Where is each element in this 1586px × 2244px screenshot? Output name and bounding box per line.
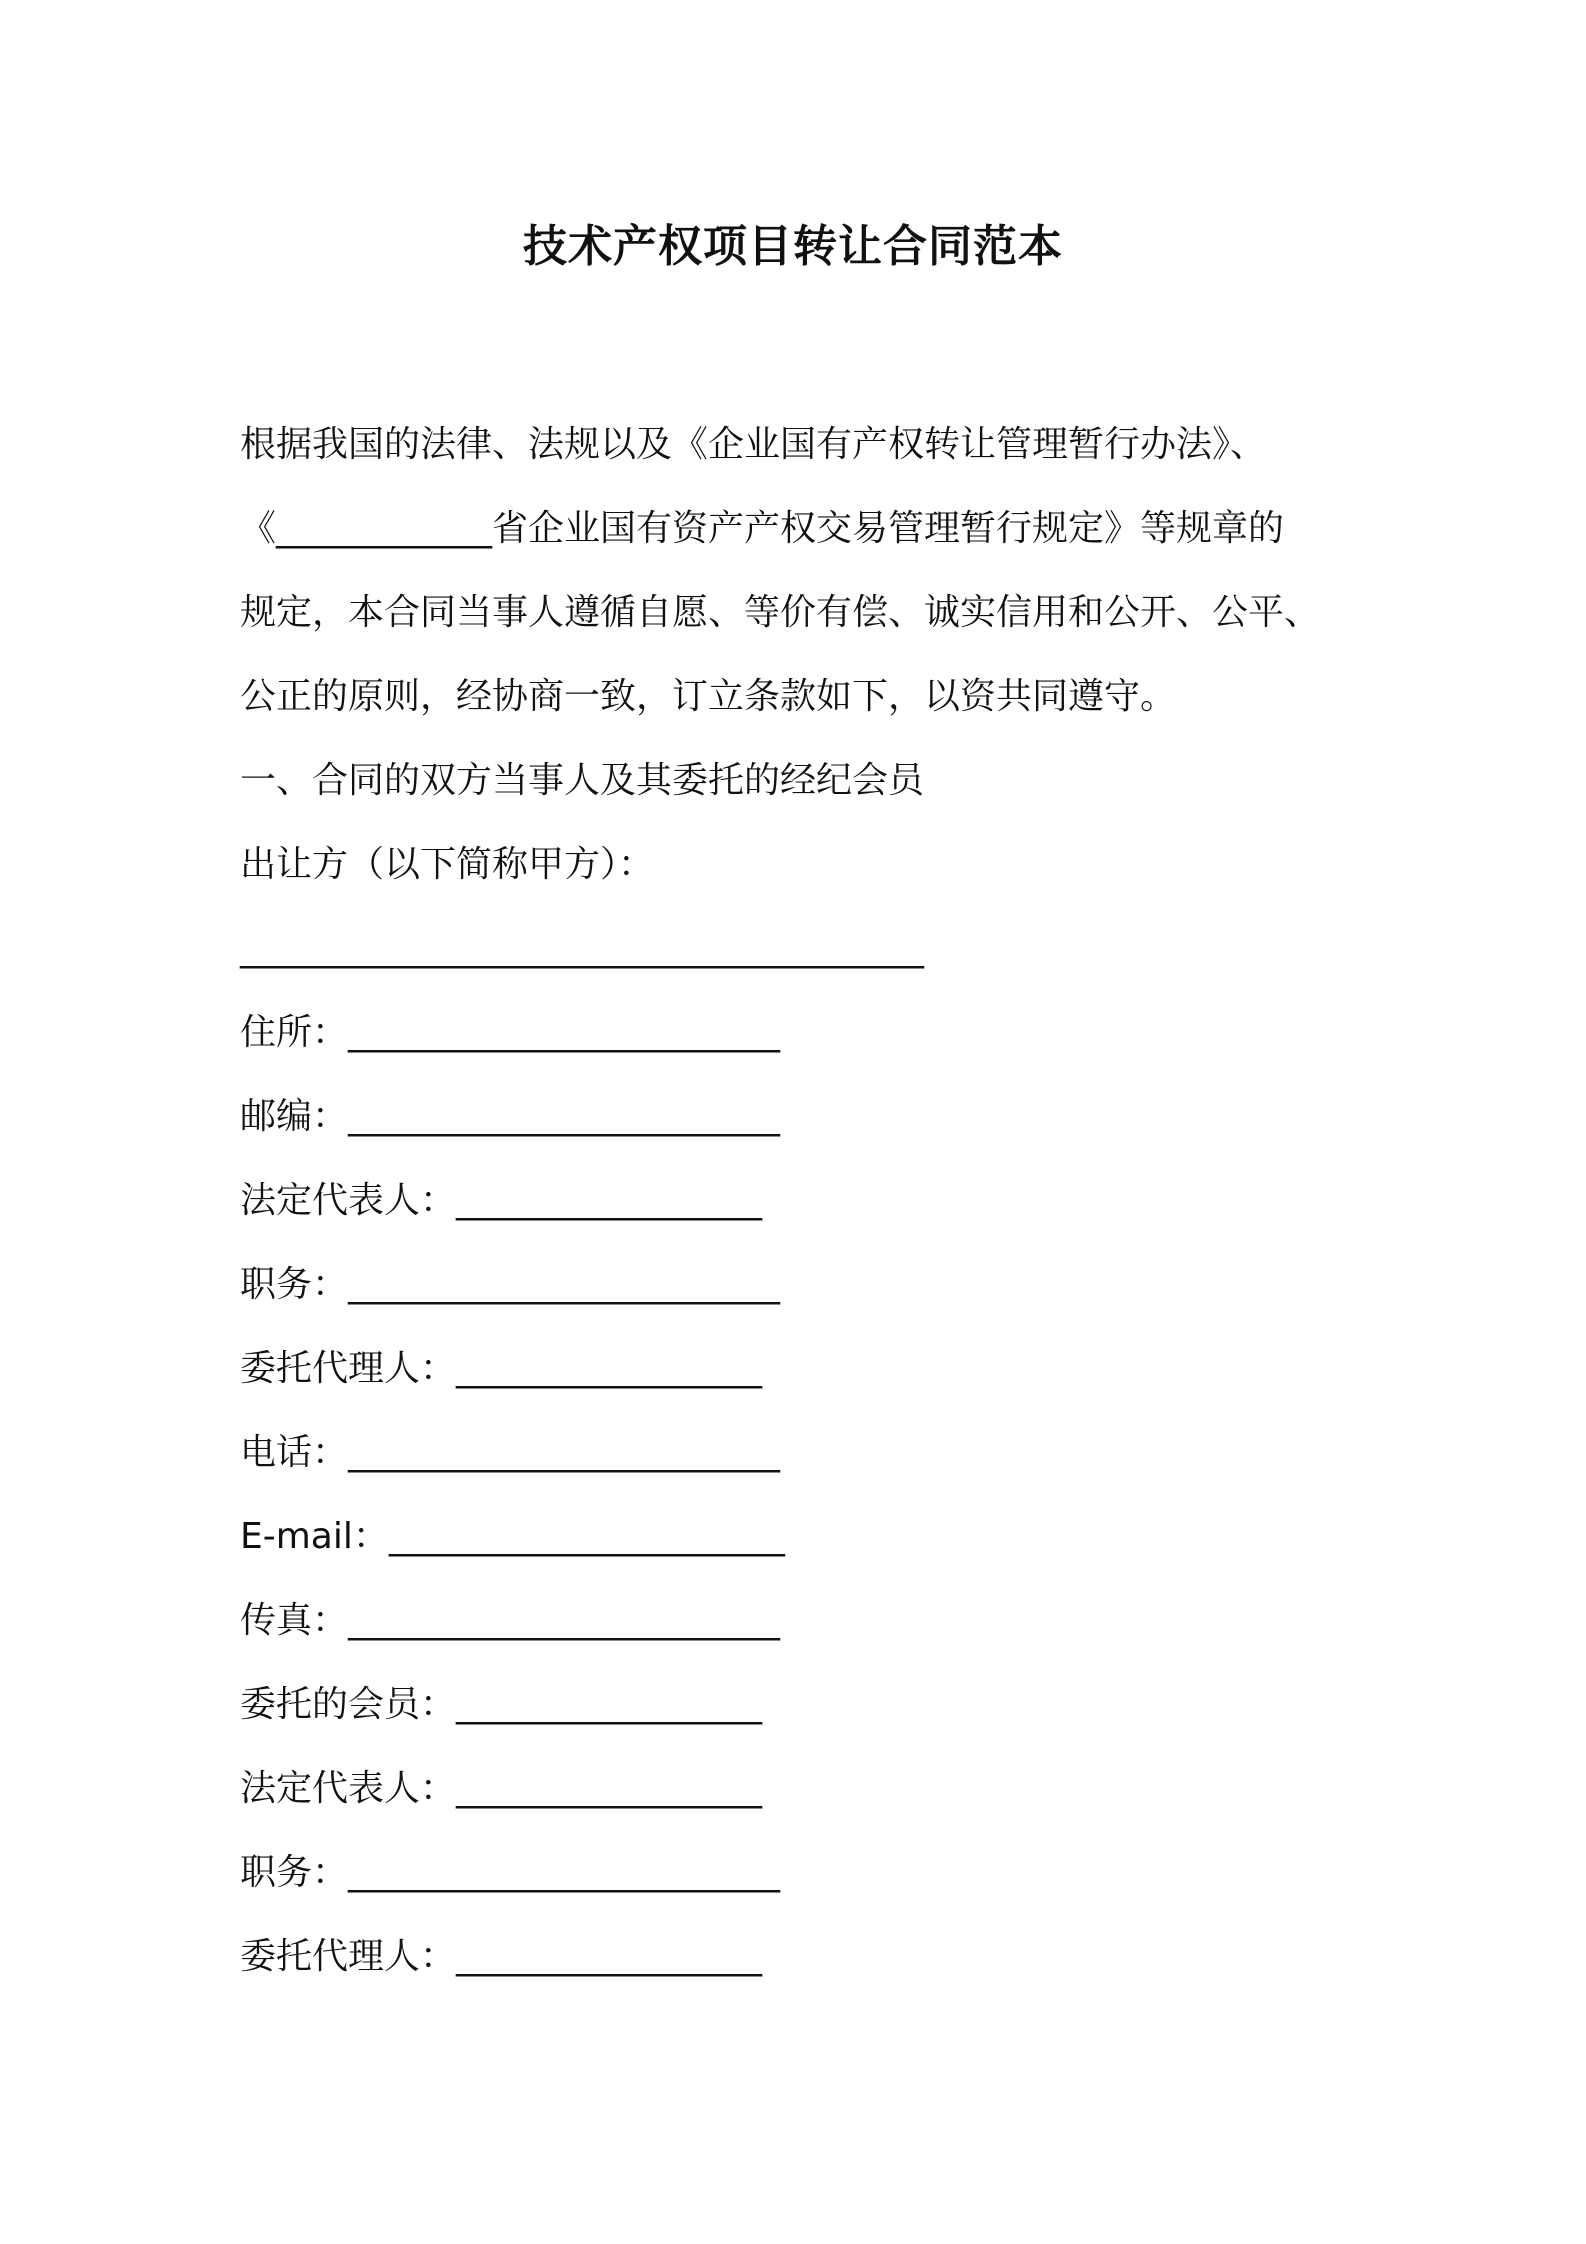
paragraph-line: 规定，本合同当事人遵循自愿、等价有偿、诚实信用和公开、公平、 [240,592,1321,633]
document-title: 技术产权项目转让合同范本 [523,221,1063,272]
field-entrusted-member: 委托的会员：_________________ [240,1684,763,1725]
party-name-blank: ______________________________________ [240,928,924,969]
field-authorized-agent-2: 委托代理人：_________________ [240,1936,763,1977]
field-fax: 传真：________________________ [240,1600,781,1641]
paragraph-line: 根据我国的法律、法规以及《企业国有产权转让管理暂行办法》、 [240,424,1267,465]
paragraph-line: 公正的原则，经协商一致，订立条款如下，以资共同遵守。 [240,676,1177,717]
field-position-2: 职务：________________________ [240,1852,781,1893]
field-phone: 电话：________________________ [240,1432,781,1473]
paragraph-line: 《____________省企业国有资产产权交易管理暂行规定》等规章的 [240,508,1285,549]
party-label: 出让方（以下简称甲方）： [240,844,655,885]
field-email: E-mail：______________________ [240,1516,785,1557]
field-authorized-agent: 委托代理人：_________________ [240,1348,763,1389]
field-postcode: 邮编：________________________ [240,1096,781,1137]
document-body [240,403,1350,1999]
field-address: 住所：________________________ [240,1012,781,1053]
field-legal-representative: 法定代表人：_________________ [240,1180,763,1221]
field-legal-representative-2: 法定代表人：_________________ [240,1768,763,1809]
section-heading: 一、合同的双方当事人及其委托的经纪会员 [240,760,925,801]
field-position: 职务：________________________ [240,1264,781,1305]
